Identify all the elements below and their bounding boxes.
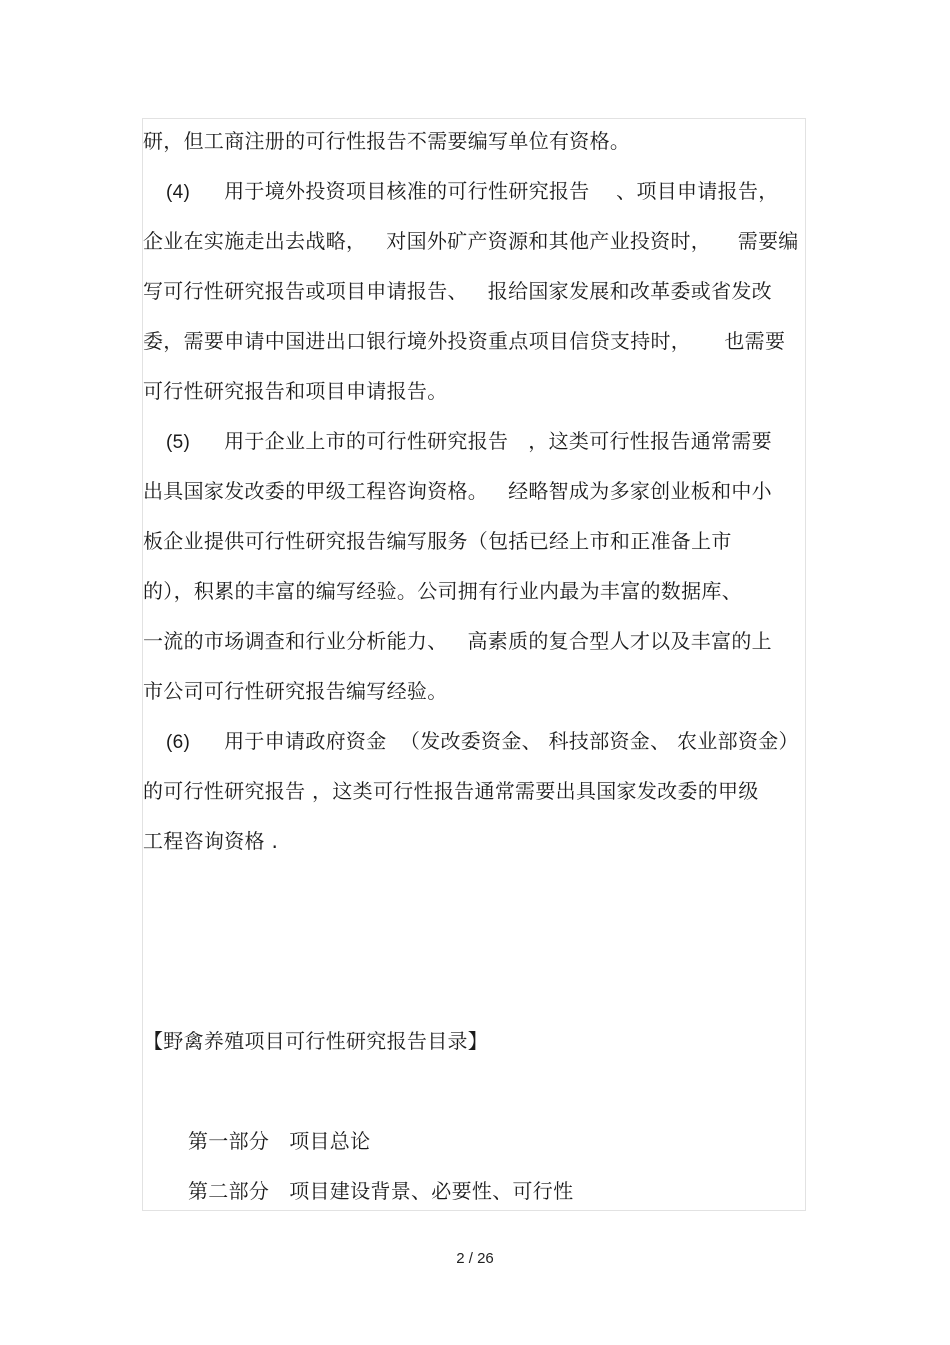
toc-title: 【野禽养殖项目可行性研究报告目录】 bbox=[143, 1029, 489, 1053]
paragraph-line: 的可行性研究报告 ，这类可行性报告通常需要出具国家发改委的甲级 bbox=[143, 779, 759, 803]
paragraph-line: 市公司可行性研究报告编写经验。 bbox=[143, 679, 448, 703]
toc-part: 第一部分 bbox=[188, 1129, 270, 1153]
paragraph-line: 企业在实施走出去战略， 对国外矿产资源和其他产业投资时， 需要编 bbox=[143, 229, 799, 253]
paragraph-line: 写可行性研究报告或项目申请报告、 报给国家发展和改革委或省发改 bbox=[143, 279, 772, 303]
list-item-5 bbox=[166, 427, 772, 457]
toc-entry bbox=[188, 1177, 573, 1205]
item-text: 用于申请政府资金 （发改委资金、 科技部资金、 农业部资金） bbox=[224, 729, 799, 753]
paragraph-line: 工程咨询资格 . bbox=[143, 829, 279, 853]
item-text: 用于境外投资项目核准的可行性研究报告 、项目申请报告， bbox=[224, 179, 779, 203]
toc-name: 项目总论 bbox=[289, 1129, 371, 1153]
paragraph-line: 研，但工商注册的可行性报告不需要编写单位有资格。 bbox=[143, 129, 631, 153]
item-number: (6) bbox=[166, 732, 191, 753]
paragraph-line: 的），积累的丰富的编写经验。公司拥有行业内最为丰富的数据库、 bbox=[143, 579, 742, 603]
paragraph-line: 出具国家发改委的甲级工程咨询资格。 经略智成为多家创业板和中小 bbox=[143, 479, 772, 503]
paragraph-line: 委，需要申请中国进出口银行境外投资重点项目信贷支持时， 也需要 bbox=[143, 329, 786, 353]
page-number: 2 / 26 bbox=[456, 1250, 494, 1267]
toc-name: 项目建设背景、必要性、可行性 bbox=[289, 1179, 574, 1203]
paragraph-line: 可行性研究报告和项目申请报告。 bbox=[143, 379, 448, 403]
paragraph-line: 板企业提供可行性研究报告编写服务（包括已经上市和正准备上市 bbox=[143, 529, 732, 553]
list-item-6 bbox=[166, 727, 799, 757]
toc-part: 第二部分 bbox=[188, 1179, 270, 1203]
paragraph-line: 一流的市场调查和行业分析能力、 高素质的复合型人才以及丰富的上 bbox=[143, 629, 772, 653]
item-number: (5) bbox=[166, 432, 191, 453]
item-number: (4) bbox=[166, 182, 191, 203]
toc-entry bbox=[188, 1127, 370, 1155]
item-text: 用于企业上市的可行性研究报告 ，这类可行性报告通常需要 bbox=[224, 429, 772, 453]
list-item-4 bbox=[166, 177, 779, 207]
